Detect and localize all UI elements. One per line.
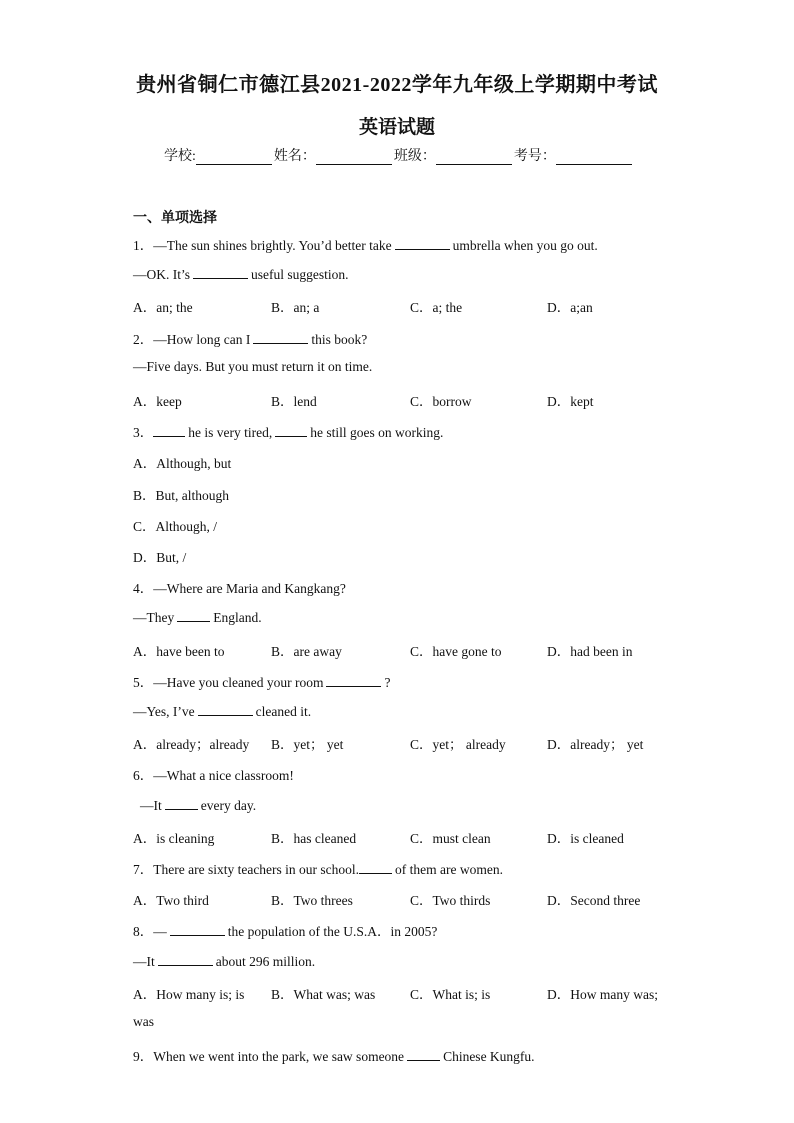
answer-blank[interactable]	[165, 796, 198, 810]
question-2-response: —Five days. But you must return it on time.	[133, 359, 373, 374]
school-blank[interactable]	[196, 150, 272, 165]
option-c[interactable]: C．yet； already	[410, 737, 506, 752]
option-a[interactable]: A．Although, but	[133, 456, 232, 471]
question-text: 9．When we went into the park, we saw someone	[133, 1049, 405, 1064]
answer-blank[interactable]	[170, 922, 225, 936]
question-text: the population of the U.S.A．in 2005?	[227, 924, 438, 939]
question-text: of them are women.	[395, 862, 504, 877]
option-b[interactable]: B．But, although	[133, 488, 230, 503]
option-b[interactable]: B．Two threes	[271, 893, 353, 908]
question-text: 3．	[133, 425, 154, 440]
name-blank[interactable]	[316, 150, 392, 165]
question-4: 4．—Where are Maria and Kangkang?	[133, 581, 346, 596]
question-text: this book?	[311, 332, 368, 347]
question-7	[133, 858, 503, 878]
question-text: cleaned it.	[255, 704, 312, 719]
question-text: useful suggestion.	[251, 267, 349, 282]
question-text: 7．There are sixty teachers in our school.	[133, 862, 360, 877]
question-text: Chinese Kungfu.	[443, 1049, 535, 1064]
question-text: ?	[384, 675, 391, 690]
class-blank[interactable]	[436, 150, 512, 165]
option-c[interactable]: C．Although, /	[133, 519, 218, 534]
answer-blank[interactable]	[395, 236, 450, 250]
option-b[interactable]: B．yet； yet	[271, 737, 344, 752]
question-text: —It	[140, 798, 162, 813]
answer-blank[interactable]	[275, 423, 307, 437]
exam-no-label: 考号：	[513, 149, 556, 164]
question-text: —It	[133, 954, 155, 969]
question-text: 5．—Have you cleaned your room	[133, 675, 324, 690]
question-text: England.	[213, 610, 262, 625]
answer-blank[interactable]	[359, 860, 392, 874]
option-a[interactable]: A．an; the	[133, 300, 193, 315]
option-d[interactable]: D．How many was;	[547, 987, 658, 1002]
question-9	[133, 1045, 535, 1065]
question-text: he still goes on working.	[310, 425, 444, 440]
question-text: 8．—	[133, 924, 167, 939]
question-5-response	[133, 702, 311, 720]
answer-blank[interactable]	[193, 265, 248, 279]
school-label: 学校:	[164, 149, 196, 164]
option-a[interactable]: A．already；already	[133, 737, 250, 752]
option-d[interactable]: D．is cleaned	[547, 831, 624, 846]
answer-blank[interactable]	[158, 952, 213, 966]
question-text: umbrella when you go out.	[452, 238, 598, 253]
answer-blank[interactable]	[198, 702, 253, 716]
class-label: 班级：	[393, 149, 436, 164]
question-8	[133, 920, 437, 940]
option-d[interactable]: D．But, /	[133, 550, 187, 565]
option-b[interactable]: B．are away	[271, 644, 342, 659]
question-text: about 296 million.	[215, 954, 316, 969]
answer-blank[interactable]	[177, 608, 210, 622]
question-text: —They	[133, 610, 175, 625]
option-a[interactable]: A．keep	[133, 394, 182, 409]
option-d[interactable]: D．a;an	[547, 300, 593, 315]
option-c[interactable]: C．Two thirds	[410, 893, 491, 908]
question-1-response	[133, 265, 349, 283]
option-b[interactable]: B．has cleaned	[271, 831, 357, 846]
option-b[interactable]: B．an; a	[271, 300, 320, 315]
question-4-response	[133, 608, 262, 626]
option-d-continued: was	[133, 1014, 154, 1029]
question-text: —OK. It’s	[133, 267, 190, 282]
document-subtitle: 英语试题	[358, 117, 435, 138]
answer-blank[interactable]	[326, 673, 381, 687]
option-a[interactable]: A．have been to	[133, 644, 225, 659]
question-text: 1．—The sun shines brightly. You’d better take	[133, 238, 392, 253]
option-c[interactable]: C．borrow	[410, 394, 472, 409]
question-3	[133, 421, 443, 441]
option-b[interactable]: B．lend	[271, 394, 317, 409]
option-a[interactable]: A．How many is; is	[133, 987, 245, 1002]
option-d[interactable]: D．kept	[547, 394, 594, 409]
question-text: every day.	[200, 798, 257, 813]
option-c[interactable]: C．What is; is	[410, 987, 491, 1002]
question-text: 2．—How long can I	[133, 332, 251, 347]
name-label: 姓名：	[273, 149, 316, 164]
document-title: 贵州省铜仁市德江县2021-2022学年九年级上学期期中考试	[136, 74, 658, 96]
option-a[interactable]: A．is cleaning	[133, 831, 215, 846]
option-d[interactable]: D．already； yet	[547, 737, 644, 752]
option-c[interactable]: C．must clean	[410, 831, 491, 846]
answer-blank[interactable]	[153, 423, 185, 437]
option-a[interactable]: A．Two third	[133, 893, 209, 908]
option-c[interactable]: C．a; the	[410, 300, 463, 315]
answer-blank[interactable]	[407, 1047, 440, 1061]
answer-blank[interactable]	[253, 330, 308, 344]
section-heading: 一、单项选择	[133, 211, 217, 226]
question-2	[133, 328, 367, 348]
student-info-line	[164, 145, 634, 165]
question-6-response	[140, 796, 256, 814]
option-b[interactable]: B．What was; was	[271, 987, 376, 1002]
option-d[interactable]: D．had been in	[547, 644, 633, 659]
question-text: he is very tired,	[188, 425, 273, 440]
question-8-response	[133, 952, 315, 970]
option-c[interactable]: C．have gone to	[410, 644, 502, 659]
option-d[interactable]: D．Second three	[547, 893, 641, 908]
exam-no-blank[interactable]	[556, 150, 632, 165]
question-1	[133, 234, 598, 254]
question-5	[133, 671, 390, 691]
question-text: —Yes, I’ve	[133, 704, 195, 719]
question-6: 6．—What a nice classroom!	[133, 768, 294, 783]
